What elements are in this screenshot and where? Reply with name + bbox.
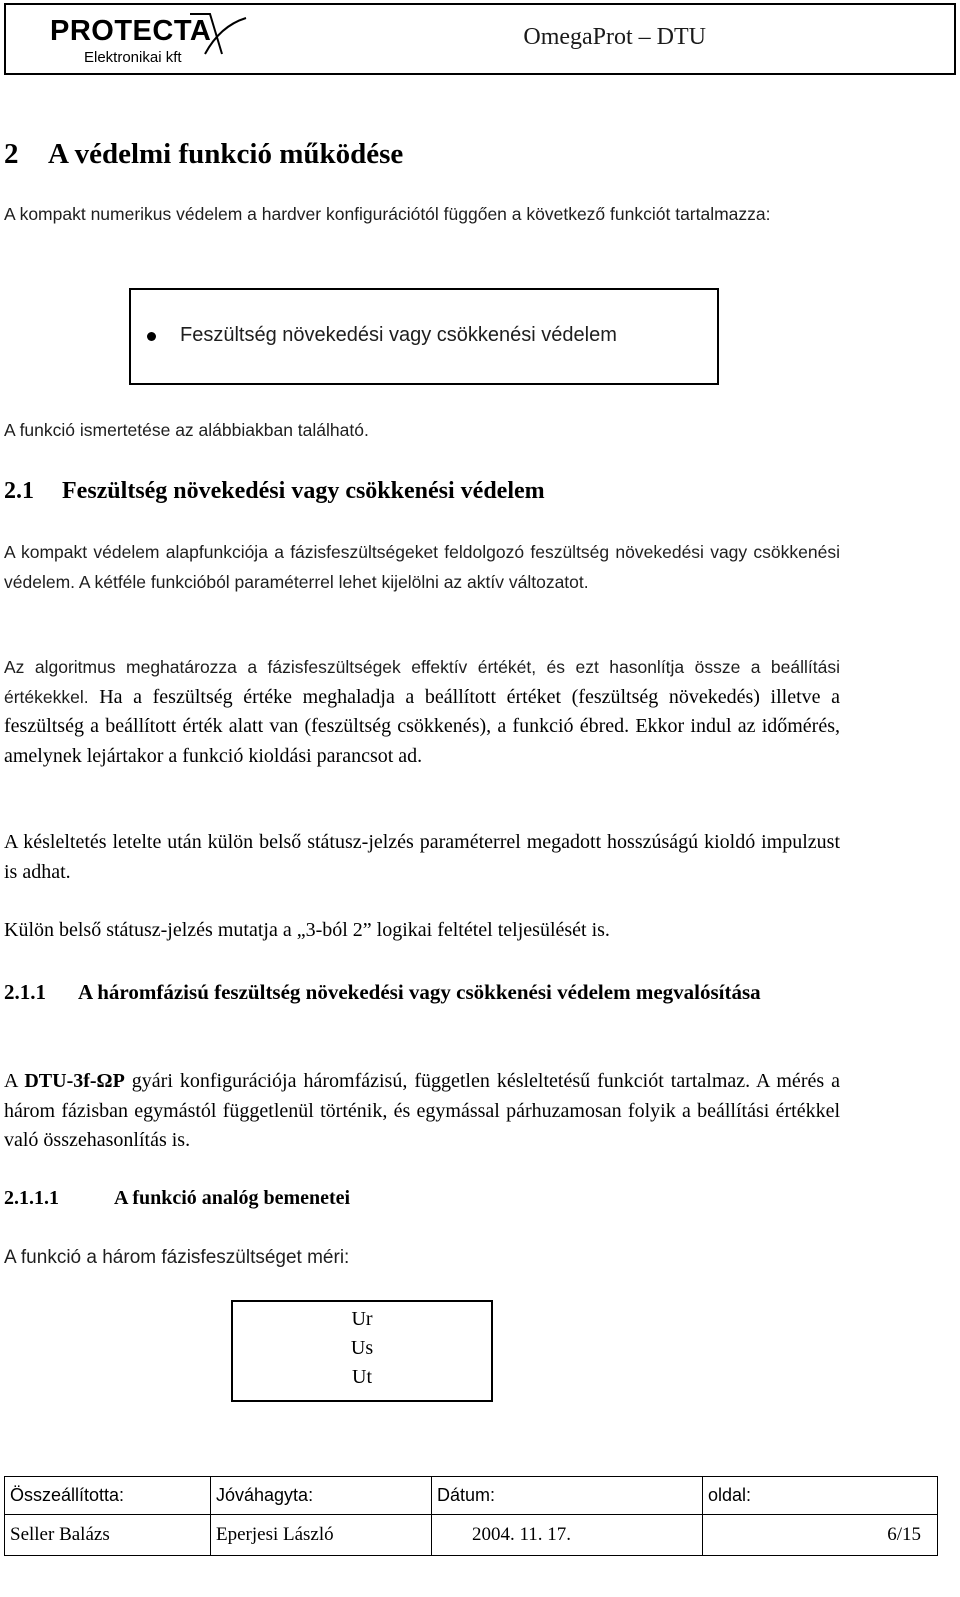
subsubsubsection-number: 2.1.1.1	[4, 1187, 59, 1209]
paragraph-suffix: gyári konfigurációja háromfázisú, független késleltetésű funkciót tartalmaz. A mérés a három fázisban egymástól függetlenül történik, és egymással párhuzamosan folyik a beállítási értékkel való összehasonlítás is.	[4, 1070, 841, 1151]
bullet-icon	[147, 332, 156, 341]
footer-value-row	[5, 1515, 938, 1556]
subsubsubsection-heading	[4, 1187, 350, 1210]
subsection-paragraph-4: Külön belső státusz-jelzés mutatja a „3-ból 2” logikai feltétel teljesülését is.	[4, 919, 610, 941]
device-code: DTU-3f-ΩP	[24, 1070, 125, 1092]
subsubsection-title: A háromfázisú feszültség növekedési vagy csökkenési védelem megvalósítása	[78, 980, 761, 1004]
function-list-box	[129, 288, 719, 385]
function-list-item: Feszültség növekedési vagy csökkenési védelem	[180, 324, 617, 346]
subsection-heading	[4, 478, 545, 505]
section-after-box: A funkció ismertetése az alábbiakban található.	[4, 420, 369, 440]
subsection-number: 2.1	[4, 478, 34, 504]
subsubsection-number: 2.1.1	[4, 980, 46, 1004]
signal-list-box	[231, 1300, 493, 1402]
subsubsection-heading	[4, 976, 904, 1040]
document-title: OmegaProt – DTU	[523, 24, 706, 50]
label-page: oldal:	[703, 1477, 938, 1515]
footer-label-row	[5, 1477, 938, 1515]
subsection-title: Feszültség növekedési vagy csökkenési védelem	[62, 478, 545, 504]
label-date: Dátum:	[432, 1477, 703, 1515]
subsubsubsection-title: A funkció analóg bemenetei	[114, 1187, 351, 1209]
paragraph-2-part-a: Az algoritmus meghatározza a fázisfeszültségek effektív értékét, és ezt hasonlítja össze a beállítási értékekkel.	[4, 657, 840, 707]
approval-footer-table	[4, 1476, 938, 1556]
logo-wordmark: PROTECTA	[50, 15, 212, 47]
label-compiled-by: Összeállította:	[5, 1477, 211, 1515]
section-heading	[4, 138, 403, 171]
signal-us: Us	[350, 1337, 374, 1359]
value-approved-by: Eperjesi László	[211, 1515, 432, 1556]
section-number: 2	[4, 138, 19, 170]
subsubsection-paragraph	[4, 1067, 840, 1156]
signal-ut: Ut	[352, 1366, 372, 1388]
paragraph-2-part-b: Ha a feszültség értéke meghaladja a beállított értéket (feszültség növekedés) illetve a feszültség a beállított érték alatt van (feszültség csökkenés), a funkció ébred. Ekkor indul az időmérés, amelynek lejártakor a funkció kioldási parancsot ad.	[4, 685, 840, 767]
subsection-paragraph-1: A kompakt védelem alapfunkciója a fázisfeszültségeket feldolgozó feszültség növekedési vagy csökkenési védelem. A kétféle funkcióból paraméterrel lehet kijelölni az aktív változatot.	[4, 542, 840, 592]
signal-ur: Ur	[351, 1308, 373, 1330]
logo-subtitle: Elektronikai kft	[84, 49, 182, 66]
section-title: A védelmi funkció működése	[48, 138, 404, 170]
paragraph-prefix: A	[4, 1070, 25, 1092]
value-compiled-by: Seller Balázs	[5, 1515, 211, 1556]
value-date: 2004. 11. 17.	[432, 1515, 703, 1556]
value-page: 6/15	[703, 1515, 938, 1556]
subsection-paragraph-3: A késleltetés letelte után külön belső státusz-jelzés paraméterrel megadott hosszúságú kioldó impulzust is adhat.	[4, 831, 840, 883]
label-approved-by: Jóváhagyta:	[211, 1477, 432, 1515]
subsection-paragraph-2	[4, 653, 840, 771]
section-intro: A kompakt numerikus védelem a hardver konfigurációtól függően a következő funkciót tartalmazza:	[4, 204, 771, 224]
analog-inputs-text: A funkció a három fázisfeszültséget méri:	[4, 1247, 350, 1268]
company-logo	[40, 12, 250, 68]
